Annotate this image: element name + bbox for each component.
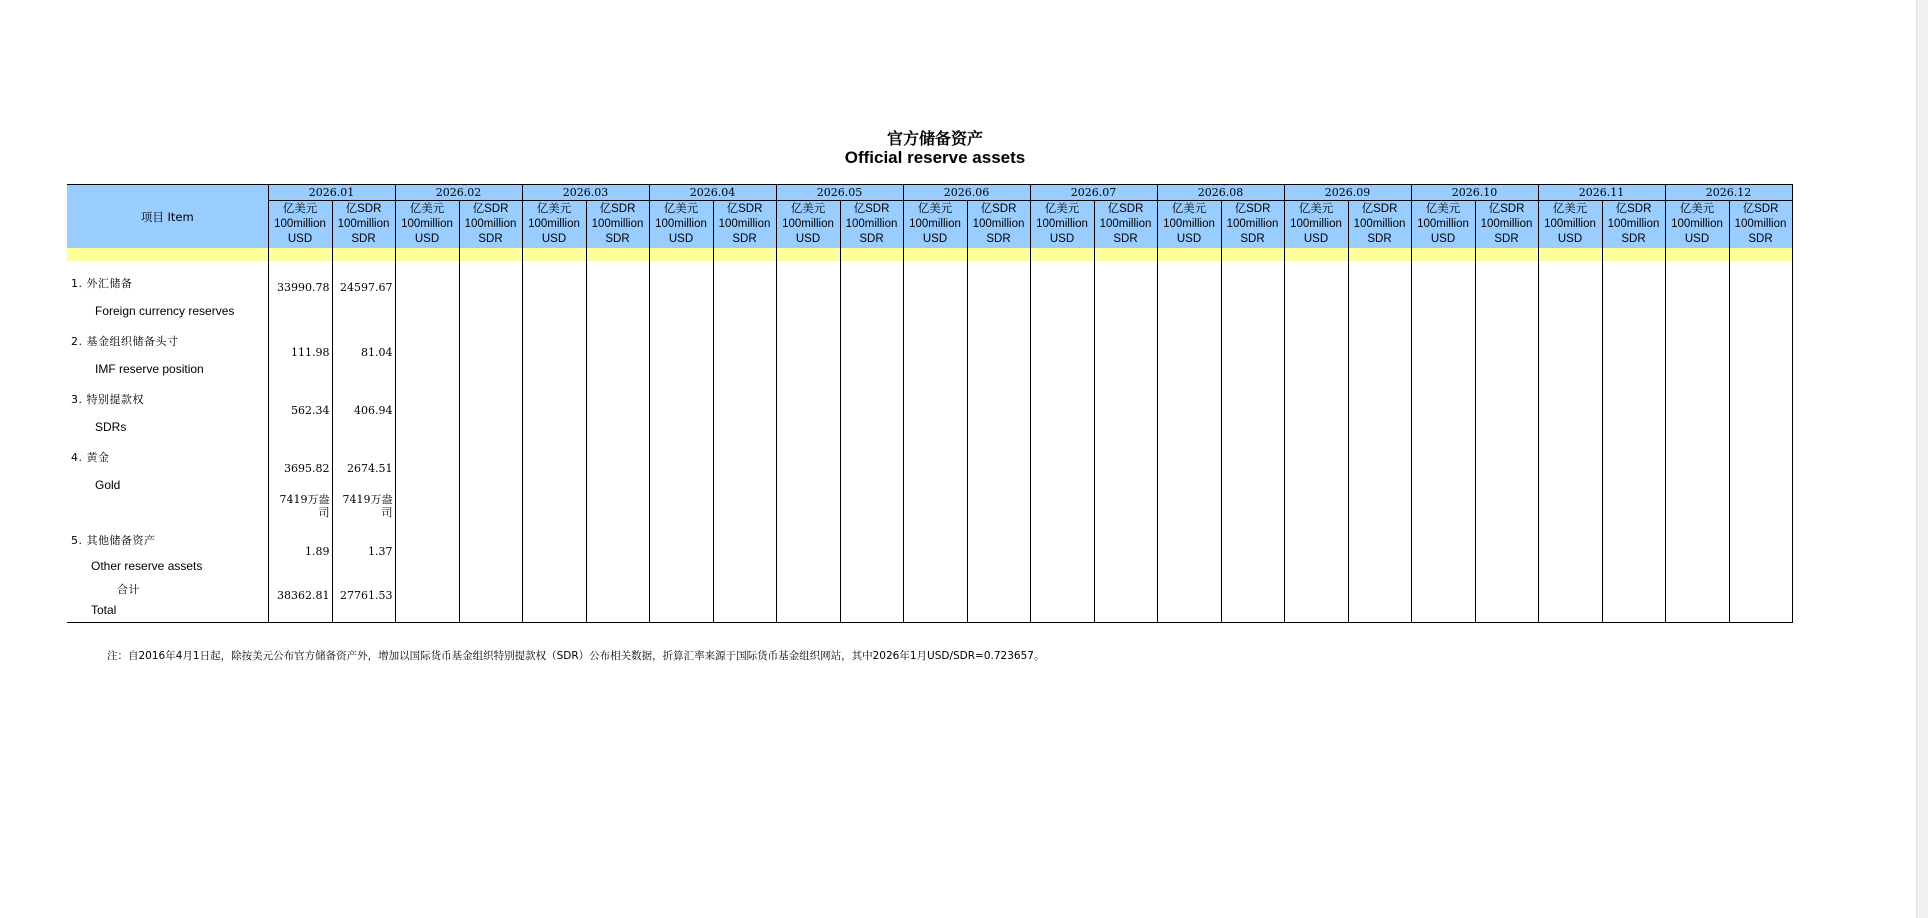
header-band-cell bbox=[67, 248, 268, 261]
value-cell bbox=[522, 383, 586, 441]
value-cell bbox=[395, 581, 459, 622]
header-band-cell bbox=[1348, 248, 1411, 261]
value-cell bbox=[1094, 383, 1157, 441]
value-cell bbox=[268, 267, 332, 325]
month-header: 2026.10 bbox=[1411, 185, 1538, 201]
value-cell bbox=[268, 325, 332, 383]
value-cell bbox=[1602, 267, 1665, 325]
value-usd: 562.34 bbox=[291, 404, 330, 417]
header-band-cell bbox=[776, 248, 840, 261]
value-cell bbox=[776, 581, 840, 622]
value-cell bbox=[1665, 581, 1729, 622]
value-cell bbox=[1348, 529, 1411, 581]
value-cell bbox=[1729, 383, 1792, 441]
value-cell bbox=[1030, 441, 1094, 529]
value-cell bbox=[840, 267, 903, 325]
header-band-cell bbox=[1475, 248, 1538, 261]
value-cell bbox=[776, 267, 840, 325]
unit-header-usd: 亿美元 100million USD bbox=[1284, 201, 1348, 249]
value-cell bbox=[1538, 441, 1602, 529]
month-header: 2026.08 bbox=[1157, 185, 1284, 201]
value-cell bbox=[903, 441, 967, 529]
value-cell bbox=[967, 267, 1030, 325]
value-cell bbox=[1030, 529, 1094, 581]
value-cell bbox=[840, 441, 903, 529]
header-band-cell bbox=[1094, 248, 1157, 261]
value-cell bbox=[1411, 581, 1475, 622]
value-cell bbox=[1665, 267, 1729, 325]
value-cell bbox=[1157, 581, 1221, 622]
value-cell bbox=[586, 529, 649, 581]
value-cell bbox=[1157, 529, 1221, 581]
header-band-cell bbox=[967, 248, 1030, 261]
value-cell bbox=[1157, 383, 1221, 441]
value-cell bbox=[1284, 325, 1348, 383]
row-label-cell bbox=[67, 267, 268, 325]
row-label-cn: 1. 外汇储备 bbox=[71, 277, 133, 290]
value-cell bbox=[1030, 383, 1094, 441]
value-cell bbox=[1538, 383, 1602, 441]
row-label-cell bbox=[67, 383, 268, 441]
value-cell bbox=[1157, 441, 1221, 529]
unit-header-sdr: 亿SDR 100million SDR bbox=[1094, 201, 1157, 249]
unit-header-usd: 亿美元 100million USD bbox=[1411, 201, 1475, 249]
value-cell bbox=[1729, 581, 1792, 622]
value-cell bbox=[1284, 529, 1348, 581]
value-cell bbox=[1030, 325, 1094, 383]
value-cell bbox=[332, 383, 395, 441]
value-cell bbox=[1094, 325, 1157, 383]
value-cell bbox=[522, 581, 586, 622]
value-cell bbox=[1348, 441, 1411, 529]
value-cell bbox=[776, 441, 840, 529]
unit-header-sdr: 亿SDR 100million SDR bbox=[459, 201, 522, 249]
value-cell bbox=[967, 383, 1030, 441]
row-label-en: Total bbox=[91, 603, 117, 617]
value-usd: 111.98 bbox=[291, 346, 330, 359]
row-label-cn: 3. 特别提款权 bbox=[71, 393, 144, 406]
value-cell bbox=[1602, 441, 1665, 529]
month-header: 2026.07 bbox=[1030, 185, 1157, 201]
value-sdr: 27761.53 bbox=[340, 589, 393, 602]
value-cell bbox=[1602, 529, 1665, 581]
unit-header-usd: 亿美元 100million USD bbox=[649, 201, 713, 249]
value-cell bbox=[459, 581, 522, 622]
value-sdr: 2674.51 bbox=[347, 462, 393, 475]
footnote: 注：自2016年4月1日起，除按美元公布官方储备资产外，增加以国际货币基金组织特别提款权（SDR）公布相关数据，折算汇率来源于国际货币基金组织网站，其中2026年1月USD/SDR=0.723657。 bbox=[107, 650, 1045, 662]
row-label-en: Gold bbox=[95, 478, 121, 492]
row-label-en: Foreign currency reserves bbox=[95, 304, 235, 318]
header-band-cell bbox=[1284, 248, 1348, 261]
unit-header-usd: 亿美元 100million USD bbox=[1665, 201, 1729, 249]
value-sdr: 406.94 bbox=[354, 404, 393, 417]
value-cell bbox=[776, 383, 840, 441]
value-cell bbox=[332, 441, 395, 529]
unit-header-usd: 亿美元 100million USD bbox=[522, 201, 586, 249]
value-cell bbox=[776, 529, 840, 581]
value-cell bbox=[1221, 267, 1284, 325]
header-band-cell bbox=[1729, 248, 1792, 261]
month-header: 2026.09 bbox=[1284, 185, 1411, 201]
value-cell bbox=[332, 529, 395, 581]
value-cell bbox=[649, 441, 713, 529]
value-cell bbox=[1221, 325, 1284, 383]
value-cell bbox=[967, 529, 1030, 581]
value-usd-ounces: 7419万盎司 bbox=[279, 493, 330, 519]
row-label-en: SDRs bbox=[95, 420, 127, 434]
unit-header-usd: 亿美元 100million USD bbox=[395, 201, 459, 249]
value-cell bbox=[586, 441, 649, 529]
value-cell bbox=[1475, 267, 1538, 325]
value-cell bbox=[1665, 529, 1729, 581]
value-cell bbox=[903, 581, 967, 622]
value-cell bbox=[1729, 325, 1792, 383]
value-cell bbox=[332, 267, 395, 325]
value-cell bbox=[268, 441, 332, 529]
value-cell bbox=[459, 325, 522, 383]
value-cell bbox=[1538, 581, 1602, 622]
row-label-cell bbox=[67, 325, 268, 383]
value-cell bbox=[1094, 581, 1157, 622]
value-cell bbox=[1157, 325, 1221, 383]
header-band-cell bbox=[586, 248, 649, 261]
value-cell bbox=[522, 267, 586, 325]
value-cell bbox=[1538, 529, 1602, 581]
value-cell bbox=[967, 441, 1030, 529]
value-cell bbox=[840, 581, 903, 622]
value-sdr: 81.04 bbox=[361, 346, 393, 359]
row-label-cn: 5. 其他储备资产 bbox=[71, 534, 156, 547]
unit-header-sdr: 亿SDR 100million SDR bbox=[332, 201, 395, 249]
value-cell bbox=[1221, 383, 1284, 441]
value-cell bbox=[459, 267, 522, 325]
value-usd: 1.89 bbox=[305, 545, 330, 558]
value-usd: 38362.81 bbox=[277, 589, 330, 602]
value-cell bbox=[713, 325, 776, 383]
value-cell bbox=[903, 325, 967, 383]
header-band-cell bbox=[840, 248, 903, 261]
month-header: 2026.05 bbox=[776, 185, 903, 201]
row-label-cell bbox=[67, 529, 268, 581]
value-cell bbox=[586, 581, 649, 622]
value-sdr-ounces: 7419万盎司 bbox=[342, 493, 393, 519]
header-band-cell bbox=[1157, 248, 1221, 261]
row-label-cn: 合计 bbox=[117, 583, 140, 596]
value-cell bbox=[1348, 325, 1411, 383]
header-band-cell bbox=[1030, 248, 1094, 261]
item-column-header: 项目 Item bbox=[67, 185, 268, 249]
value-cell bbox=[1030, 581, 1094, 622]
month-header: 2026.02 bbox=[395, 185, 522, 201]
header-band-cell bbox=[332, 248, 395, 261]
row-label-cn: 2. 基金组织储备头寸 bbox=[71, 335, 179, 348]
value-cell bbox=[459, 529, 522, 581]
value-cell bbox=[1221, 529, 1284, 581]
month-header: 2026.11 bbox=[1538, 185, 1665, 201]
value-cell bbox=[1284, 581, 1348, 622]
value-cell bbox=[649, 581, 713, 622]
reserve-table bbox=[67, 184, 1793, 623]
value-cell bbox=[1602, 581, 1665, 622]
value-cell bbox=[840, 383, 903, 441]
month-header-row bbox=[67, 185, 1792, 201]
month-header: 2026.01 bbox=[268, 185, 395, 201]
header-band-cell bbox=[395, 248, 459, 261]
value-cell bbox=[1475, 383, 1538, 441]
value-cell bbox=[1729, 267, 1792, 325]
value-cell bbox=[1284, 267, 1348, 325]
value-cell bbox=[268, 383, 332, 441]
page-scroll-strip[interactable] bbox=[1916, 0, 1928, 918]
value-cell bbox=[1475, 325, 1538, 383]
value-cell bbox=[522, 441, 586, 529]
value-cell bbox=[1538, 325, 1602, 383]
unit-header-usd: 亿美元 100million USD bbox=[1157, 201, 1221, 249]
value-cell bbox=[1602, 383, 1665, 441]
value-cell bbox=[1094, 529, 1157, 581]
value-cell bbox=[1729, 529, 1792, 581]
page-title-cn: 官方储备资产 bbox=[886, 129, 983, 148]
value-cell bbox=[395, 325, 459, 383]
value-cell bbox=[395, 529, 459, 581]
value-cell bbox=[840, 325, 903, 383]
header-band-cell bbox=[713, 248, 776, 261]
row-label-cn: 4. 黄金 bbox=[71, 451, 110, 464]
value-cell bbox=[395, 441, 459, 529]
unit-header-sdr: 亿SDR 100million SDR bbox=[1602, 201, 1665, 249]
value-cell bbox=[967, 325, 1030, 383]
header-band-cell bbox=[268, 248, 332, 261]
value-cell bbox=[713, 267, 776, 325]
value-cell bbox=[903, 529, 967, 581]
value-cell bbox=[1665, 325, 1729, 383]
unit-header-usd: 亿美元 100million USD bbox=[268, 201, 332, 249]
header-band-cell bbox=[1538, 248, 1602, 261]
value-cell bbox=[1094, 441, 1157, 529]
header-band-cell bbox=[1665, 248, 1729, 261]
value-cell bbox=[586, 383, 649, 441]
unit-header-sdr: 亿SDR 100million SDR bbox=[586, 201, 649, 249]
value-cell bbox=[1348, 267, 1411, 325]
value-cell bbox=[459, 383, 522, 441]
value-sdr: 24597.67 bbox=[340, 281, 393, 294]
header-band-cell bbox=[649, 248, 713, 261]
unit-header-usd: 亿美元 100million USD bbox=[1030, 201, 1094, 249]
value-cell bbox=[1284, 441, 1348, 529]
value-cell bbox=[395, 383, 459, 441]
unit-header-sdr: 亿SDR 100million SDR bbox=[1348, 201, 1411, 249]
value-cell bbox=[522, 325, 586, 383]
header-band-cell bbox=[1221, 248, 1284, 261]
value-cell bbox=[1475, 581, 1538, 622]
month-header: 2026.12 bbox=[1665, 185, 1792, 201]
header-band-cell bbox=[903, 248, 967, 261]
value-cell bbox=[903, 383, 967, 441]
value-sdr: 1.37 bbox=[368, 545, 393, 558]
value-cell bbox=[967, 581, 1030, 622]
value-cell bbox=[713, 581, 776, 622]
row-label-en: Other reserve assets bbox=[91, 559, 203, 573]
row-label-en: IMF reserve position bbox=[95, 362, 204, 376]
header-band-cell bbox=[522, 248, 586, 261]
value-cell bbox=[1030, 267, 1094, 325]
value-cell bbox=[1729, 441, 1792, 529]
unit-header-sdr: 亿SDR 100million SDR bbox=[713, 201, 776, 249]
value-cell bbox=[713, 383, 776, 441]
value-cell bbox=[332, 325, 395, 383]
value-cell bbox=[332, 581, 395, 622]
value-cell bbox=[1665, 441, 1729, 529]
value-cell bbox=[1411, 267, 1475, 325]
value-cell bbox=[1157, 267, 1221, 325]
value-cell bbox=[649, 325, 713, 383]
month-header: 2026.03 bbox=[522, 185, 649, 201]
value-cell bbox=[459, 441, 522, 529]
value-cell bbox=[268, 529, 332, 581]
unit-header-sdr: 亿SDR 100million SDR bbox=[1729, 201, 1792, 249]
value-cell bbox=[1094, 267, 1157, 325]
value-cell bbox=[1538, 267, 1602, 325]
unit-header-sdr: 亿SDR 100million SDR bbox=[1475, 201, 1538, 249]
unit-header-usd: 亿美元 100million USD bbox=[776, 201, 840, 249]
value-cell bbox=[1348, 581, 1411, 622]
value-cell bbox=[1348, 383, 1411, 441]
value-cell bbox=[522, 529, 586, 581]
value-cell bbox=[713, 441, 776, 529]
value-cell bbox=[903, 267, 967, 325]
value-cell bbox=[268, 581, 332, 622]
unit-header-sdr: 亿SDR 100million SDR bbox=[1221, 201, 1284, 249]
value-cell bbox=[1221, 581, 1284, 622]
page-title-en: Official reserve assets bbox=[844, 148, 1026, 167]
unit-header-row bbox=[67, 201, 1792, 249]
value-cell bbox=[1221, 441, 1284, 529]
value-cell bbox=[840, 529, 903, 581]
value-cell bbox=[1411, 383, 1475, 441]
value-cell bbox=[776, 325, 840, 383]
value-usd: 3695.82 bbox=[284, 462, 330, 475]
unit-header-sdr: 亿SDR 100million SDR bbox=[967, 201, 1030, 249]
value-usd: 33990.78 bbox=[277, 281, 330, 294]
row-label-cell bbox=[67, 581, 268, 622]
value-cell bbox=[649, 529, 713, 581]
value-cell bbox=[1411, 441, 1475, 529]
month-header: 2026.06 bbox=[903, 185, 1030, 201]
value-cell bbox=[713, 529, 776, 581]
value-cell bbox=[395, 267, 459, 325]
value-cell bbox=[1475, 529, 1538, 581]
value-cell bbox=[1284, 383, 1348, 441]
month-header: 2026.04 bbox=[649, 185, 776, 201]
header-band-cell bbox=[459, 248, 522, 261]
value-cell bbox=[649, 267, 713, 325]
value-cell bbox=[1411, 325, 1475, 383]
unit-header-usd: 亿美元 100million USD bbox=[903, 201, 967, 249]
value-cell bbox=[586, 325, 649, 383]
unit-header-sdr: 亿SDR 100million SDR bbox=[840, 201, 903, 249]
value-cell bbox=[649, 383, 713, 441]
value-cell bbox=[1602, 325, 1665, 383]
value-cell bbox=[1411, 529, 1475, 581]
header-band-cell bbox=[1602, 248, 1665, 261]
value-cell bbox=[1665, 383, 1729, 441]
header-band-cell bbox=[1411, 248, 1475, 261]
row-label-cell bbox=[67, 441, 268, 529]
value-cell bbox=[586, 267, 649, 325]
unit-header-usd: 亿美元 100million USD bbox=[1538, 201, 1602, 249]
value-cell bbox=[1475, 441, 1538, 529]
